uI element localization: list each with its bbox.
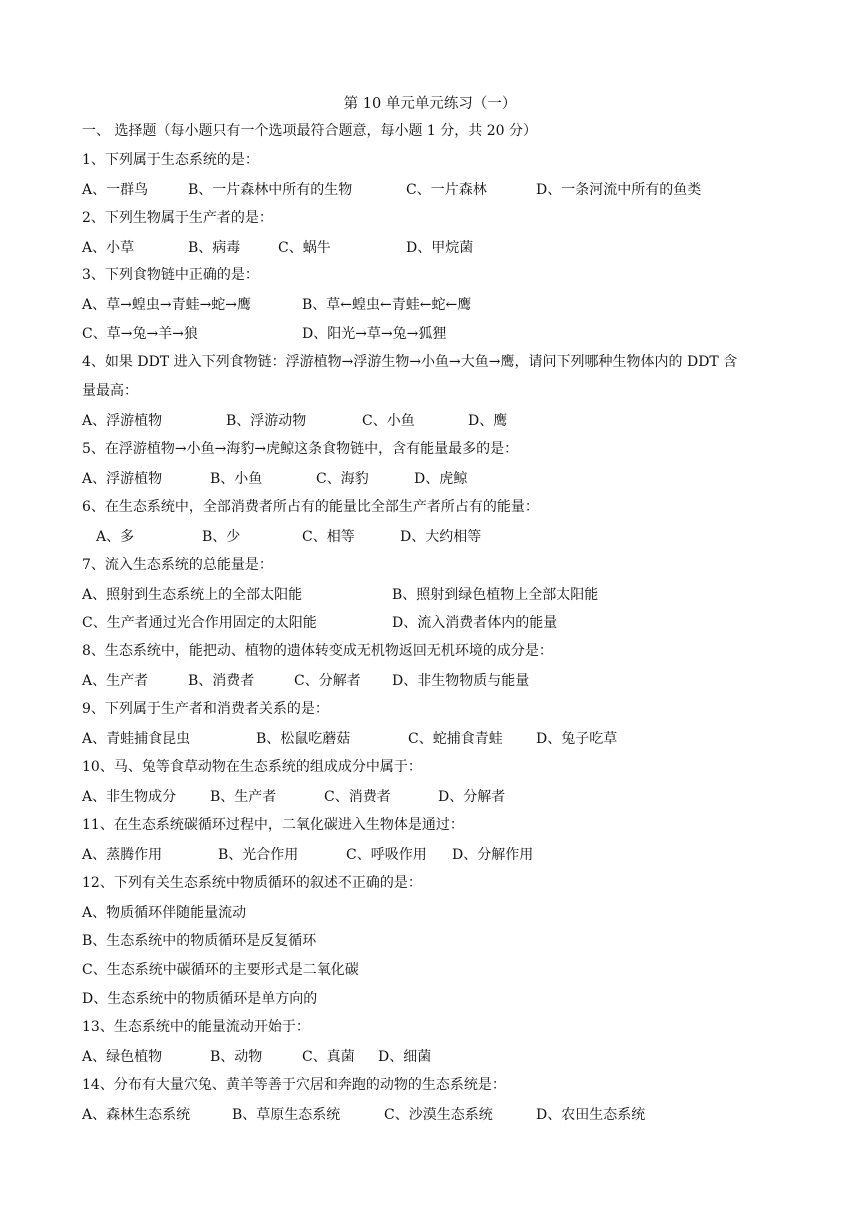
question-stem: 2、下列生物属于生产者的是： [82,210,273,226]
option: B、生产者 [210,789,277,805]
option: B、一片森林中所有的生物 [188,182,353,198]
option: C、真菌 [302,1049,355,1065]
option: B、浮游动物 [226,413,307,429]
question-stem: 7、流入生态系统的总能量是： [82,557,273,573]
option: A、青蛙捕食昆虫 [82,731,191,747]
question-stem: 14、分布有大量穴兔、黄羊等善于穴居和奔跑的动物的生态系统是： [82,1077,506,1093]
question-stem: 11、在生态系统碳循环过程中，二氧化碳进入生物体是通过： [82,817,464,833]
option: C、小鱼 [362,413,415,429]
option: A、小草 [82,240,135,256]
option: A、蒸腾作用 [82,847,163,863]
question-stem-continued: 量最高： [82,383,138,399]
option: D、非生物物质与能量 [392,673,530,689]
option: B、光合作用 [218,847,299,863]
option: C、分解者 [294,673,361,689]
option: C、生产者通过光合作用固定的太阳能 [82,615,317,631]
question-stem: 5、在浮游植物→小鱼→海豹→虎鲸这条食物链中，含有能量最多的是： [82,441,519,457]
question-stem: 4、如果 DDT 进入下列食物链：浮游植物→浮游生物→小鱼→大鱼→鹰，请问下列哪种生物体内的 DDT 含 [82,354,738,370]
option: C、相等 [302,529,355,545]
option: D、分解者 [438,789,506,805]
question-stem: 9、下列属于生产者和消费者关系的是： [82,701,329,717]
option: C、沙漠生态系统 [384,1107,493,1123]
option: D、流入消费者体内的能量 [392,615,558,631]
option: D、大约相等 [400,529,482,545]
option: C、海豹 [316,471,369,487]
option: A、多 [96,529,135,545]
option: A、森林生态系统 [82,1107,191,1123]
option: B、草原生态系统 [232,1107,341,1123]
option: A、非生物成分 [82,789,177,805]
option: C、蜗牛 [278,240,331,256]
question-stem: 3、下列食物链中正确的是： [82,267,259,283]
option: C、一片森林 [406,182,487,198]
option: B、照射到绿色植物上全部太阳能 [392,587,599,603]
option: D、细菌 [378,1049,432,1065]
option: B、草←蝗虫←青蛙←蛇←鹰 [302,297,472,313]
option: B、生态系统中的物质循环是反复循环 [82,933,317,949]
option: A、绿色植物 [82,1049,163,1065]
option: B、小鱼 [210,471,263,487]
option: A、一群鸟 [82,182,149,198]
option: C、草→兔→羊→狼 [82,326,198,342]
option: D、生态系统中的物质循环是单方向的 [82,991,318,1007]
option: C、呼吸作用 [346,847,427,863]
option: B、病毒 [188,240,241,256]
option: B、动物 [210,1049,263,1065]
option: B、消费者 [188,673,255,689]
option: A、浮游植物 [82,471,163,487]
option: C、蛇捕食青蛙 [408,731,503,747]
option: C、消费者 [324,789,391,805]
option: D、农田生态系统 [536,1107,646,1123]
option: A、生产者 [82,673,149,689]
option: D、阳光→草→兔→狐狸 [302,326,447,342]
option: A、草→蝗虫→青蛙→蛇→鹰 [82,297,252,313]
option: A、物质循环伴随能量流动 [82,905,247,921]
question-stem: 1、下列属于生态系统的是： [82,152,259,168]
option: D、兔子吃草 [536,731,618,747]
question-stem: 12、下列有关生态系统中物质循环的叙述不正确的是： [82,875,422,891]
option: B、松鼠吃蘑菇 [256,731,351,747]
option: A、照射到生态系统上的全部太阳能 [82,587,303,603]
option: D、一条河流中所有的鱼类 [536,182,702,198]
option: D、虎鲸 [414,471,468,487]
question-stem: 8、生态系统中，能把动、植物的遗体转变成无机物返回无机环境的成分是： [82,643,553,659]
question-stem: 13、生态系统中的能量流动开始于： [82,1019,310,1035]
option: C、生态系统中碳循环的主要形式是二氧化碳 [82,962,359,978]
section-heading: 一、 选择题（每小题只有一个选项最符合题意，每小题 1 分，共 20 分） [82,123,537,139]
option: A、浮游植物 [82,413,163,429]
option: D、甲烷菌 [406,240,474,256]
option: B、少 [202,529,241,545]
page-title: 第 10 单元单元练习（一） [343,96,517,112]
question-stem: 6、在生态系统中，全部消费者所占有的能量比全部生产者所占有的能量： [82,499,539,515]
question-stem: 10、马、兔等食草动物在生态系统的组成成分中属于： [82,759,422,775]
option: D、分解作用 [452,847,534,863]
option: D、鹰 [468,413,508,429]
